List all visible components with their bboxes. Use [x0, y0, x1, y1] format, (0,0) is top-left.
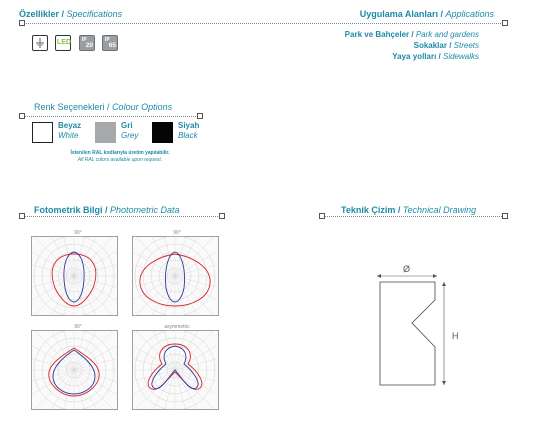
colour-options-title	[34, 102, 172, 113]
colour-options-title-tr: Renk Seçenekleri /	[34, 102, 110, 112]
application-item-en: Streets	[453, 41, 479, 50]
diameter-label: Ø	[403, 264, 411, 274]
technical-drawing	[370, 258, 470, 398]
colour-grey-tr: Gri	[121, 121, 133, 130]
diameter-arrow-left	[377, 274, 381, 278]
photometric-title	[34, 205, 180, 216]
ip20-icon-prefix: IP	[82, 37, 87, 43]
header-divider	[22, 23, 503, 24]
photometric-divider-right-marker	[219, 213, 225, 219]
diameter-arrow-right	[433, 274, 437, 278]
colour-black-label	[178, 121, 199, 141]
applications-title	[360, 9, 494, 20]
specifications-title	[19, 9, 122, 20]
polar-plot-2-label: 90°	[173, 230, 181, 236]
colour-black-tr: Siyah	[178, 121, 200, 130]
colour-black-en: Black	[178, 131, 198, 140]
technical-divider	[322, 216, 506, 217]
photometric-divider	[22, 216, 222, 217]
technical-drawing-title	[341, 205, 476, 216]
swatch-grey	[95, 122, 116, 143]
technical-divider-right-marker	[502, 213, 508, 219]
colour-divider	[22, 116, 200, 117]
application-item-streets	[414, 41, 479, 51]
divider-left-marker	[19, 20, 25, 26]
applications-title-tr: Uygulama Alanları /	[359, 9, 443, 19]
colour-white-tr: Beyaz	[58, 121, 82, 130]
specifications-title-en: Specifications	[66, 9, 123, 19]
divider-right-marker	[502, 20, 508, 26]
colour-options-title-en: Colour Options	[112, 102, 173, 112]
specifications-title-tr: Özellikler /	[19, 9, 65, 19]
application-item-tr: Sokaklar /	[413, 41, 452, 50]
technical-drawing-title-en: Technical Drawing	[402, 205, 477, 215]
application-item-tr: Yaya yolları /	[392, 52, 441, 61]
polar-plot-2	[132, 236, 219, 316]
luminaire-outline	[380, 282, 435, 385]
colour-white-label	[58, 121, 81, 141]
ral-note-en: All RAL colors available upon request.	[77, 157, 163, 163]
height-label: H	[452, 331, 459, 341]
technical-divider-left-marker	[319, 213, 325, 219]
ip20-icon	[79, 35, 95, 51]
colour-divider-left-marker	[19, 113, 25, 119]
application-item-tr: Park ve Bahçeler /	[344, 30, 414, 39]
application-item-en: Sidewalks	[442, 52, 479, 61]
led-icon	[55, 35, 71, 51]
height-arrow-top	[442, 282, 446, 286]
colour-grey-en: Grey	[121, 131, 139, 140]
polar-plot-1-label: 90°	[74, 230, 82, 236]
ground-symbol-icon	[32, 35, 48, 51]
height-arrow-bottom	[442, 381, 446, 385]
application-item-parks	[345, 30, 479, 40]
polar-plot-3	[31, 330, 118, 410]
colour-white-en: White	[58, 131, 79, 140]
ip65-icon-prefix: IP	[105, 37, 110, 43]
photometric-title-tr: Fotometrik Bilgi /	[34, 205, 108, 215]
colour-divider-right-marker	[197, 113, 203, 119]
photometric-title-en: Photometric Data	[110, 205, 180, 215]
application-item-en: Park and gardens	[415, 30, 479, 39]
swatch-black	[152, 122, 173, 143]
colour-grey-label	[121, 121, 138, 141]
ral-note-tr: İstenilen RAL kodlarıyla üretim yapılabilir.	[70, 150, 170, 156]
application-item-sidewalks	[392, 52, 479, 62]
polar-plot-4	[132, 330, 219, 410]
swatch-white	[32, 122, 53, 143]
ip20-icon-rating: 20	[85, 42, 93, 49]
polar-plot-1	[31, 236, 118, 316]
polar-plot-4-label: asymmetric	[164, 324, 190, 330]
technical-drawing-title-tr: Teknik Çizim /	[341, 205, 401, 215]
ip65-icon-rating: 65	[108, 42, 116, 49]
applications-title-en: Applications	[445, 9, 494, 19]
led-icon-label: LED	[57, 39, 71, 46]
photometric-divider-left-marker	[19, 213, 25, 219]
ip65-icon	[102, 35, 118, 51]
polar-plot-3-label: 90°	[74, 324, 82, 330]
